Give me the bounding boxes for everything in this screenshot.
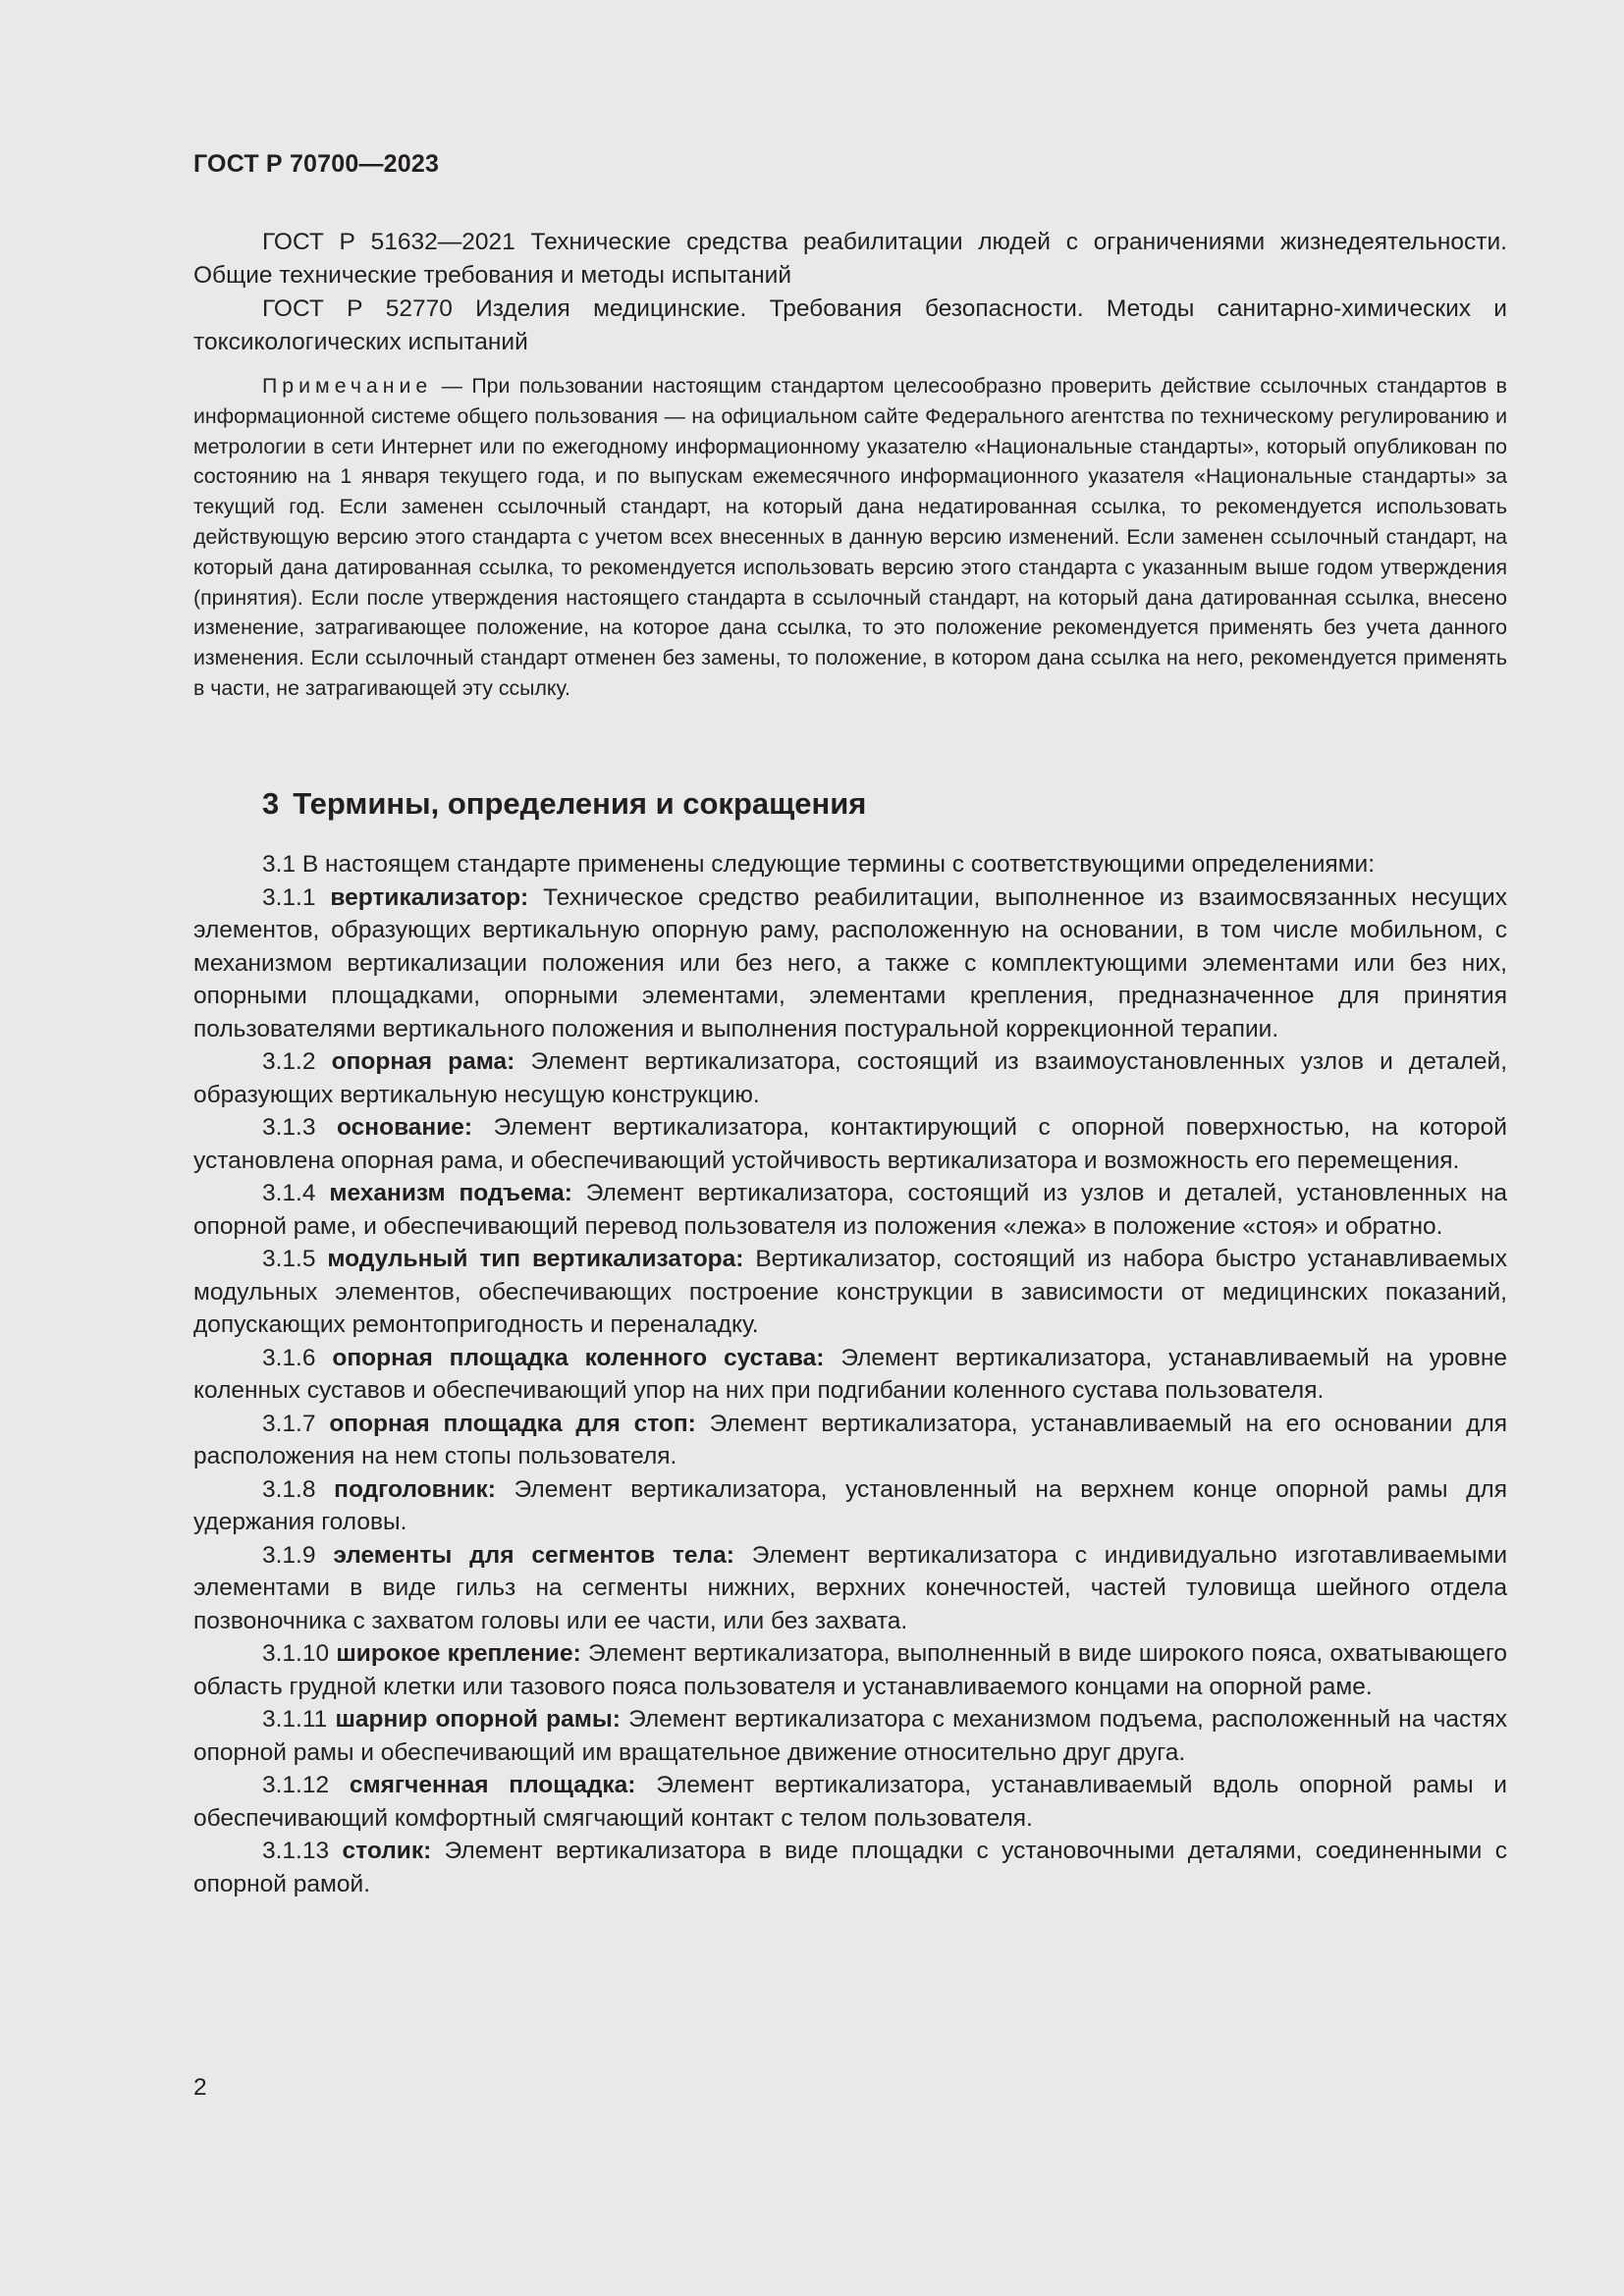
term-entry — [193, 881, 1507, 1046]
terms-intro: 3.1 В настоящем стандарте применены следующие термины с соответствующими определениями: — [262, 851, 1376, 878]
term-entry — [193, 1703, 1507, 1769]
term-number: 3.1.4 — [262, 1180, 316, 1206]
term-number: 3.1.10 — [262, 1640, 330, 1667]
term-entry — [193, 1408, 1507, 1473]
term-number: 3.1.5 — [262, 1246, 316, 1272]
term-entry — [193, 1473, 1507, 1539]
term-definition: Элемент вертикализатора, выполненный в виде широкого пояса, охватывающего область грудной клетки или тазового пояса пользователя и устанавливаемого концами на опорной раме. — [193, 1640, 1507, 1700]
term-name: столик: — [342, 1838, 432, 1864]
term-entry — [193, 1637, 1507, 1703]
term-name: смягченная площадка: — [349, 1772, 636, 1798]
term-number: 3.1.7 — [262, 1410, 316, 1437]
term-name: опорная рама: — [331, 1048, 515, 1075]
terms-list — [193, 848, 1507, 1900]
reference-item: ГОСТ Р 51632—2021 Технические средства реабилитации людей с ограничениями жизнедеятельности. Общие технические требования и методы испытаний — [193, 229, 1507, 289]
term-definition: Элемент вертикализатора, устанавливаемый вдоль опорной рамы и обеспечивающий комфортный смягчающий контакт с телом пользователя. — [193, 1772, 1507, 1832]
term-definition: Вертикализатор, состоящий из набора быстро устанавливаемых модульных элементов, обеспечивающих построение конструкции в зависимости от медицинских показаний, допускающих ремонтопригодность и переналадку. — [193, 1246, 1507, 1338]
term-entry — [193, 1177, 1507, 1243]
term-name: вертикализатор: — [330, 883, 529, 911]
term-name: механизм подъема: — [329, 1180, 572, 1206]
term-entry — [193, 1769, 1507, 1835]
term-definition: Элемент вертикализатора, установленный на верхнем конце опорной рамы для удержания головы. — [193, 1475, 1507, 1535]
term-name: модульный тип вертикализатора: — [327, 1246, 744, 1272]
term-definition: Элемент вертикализатора, состоящий из взаимоустановленных узлов и деталей, образующих вертикальную несущую конструкцию. — [193, 1048, 1508, 1108]
section-number: 3 — [262, 786, 280, 821]
term-definition: Элемент вертикализатора, контактирующий с опорной поверхностью, на которой установлена опорная рама, и обеспечивающий устойчивость вертикализатора и возможность его перемещения. — [193, 1114, 1507, 1174]
reference-item: ГОСТ Р 52770 Изделия медицинские. Требования безопасности. Методы санитарно-химических и токсикологических испытаний — [193, 295, 1507, 355]
term-definition: Элемент вертикализатора в виде площадки с установочными деталями, соединенными с опорной рамой. — [193, 1838, 1507, 1897]
term-entry — [193, 1539, 1507, 1638]
term-definition: Элемент вертикализатора с механизмом подъема, расположенный на частях опорной рамы и обеспечивающий им вращательное движение относительно друг друга. — [193, 1706, 1507, 1766]
references-note — [193, 371, 1507, 704]
term-number: 3.1.1 — [262, 883, 316, 911]
term-name: шарнир опорной рамы: — [335, 1706, 621, 1733]
term-number: 3.1.6 — [262, 1344, 316, 1371]
term-entry — [193, 1045, 1507, 1111]
term-entry — [193, 1111, 1507, 1177]
term-name: подголовник: — [334, 1475, 496, 1503]
term-definition: Элемент вертикализатора, устанавливаемый на его основании для расположения на нем стопы пользователя. — [193, 1410, 1508, 1469]
term-number: 3.1.13 — [262, 1838, 330, 1864]
normative-references — [193, 226, 1507, 359]
note-text: — При пользовании настоящим стандартом целесообразно проверить действие ссылочных стандартов в информационной системе общего пользования — на официальном сайте Федерального агентства по техническому регулированию и метрологии в сети Интернет или по ежегодному информационному указателю «Национальные стандарты», который опубликован по состоянию на 1 января текущего года, и по выпускам ежемесячного информационного указателя «Национальные стандарты» за текущий год. Если заменен ссылочный стандарт, на который дана недатированная ссылка, то рекомендуется использовать действующую версию этого стандарта с учетом всех внесенных в данную версию изменений. Если заменен ссылочный стандарт, на который дана датированная ссылка, то рекомендуется использовать версию этого стандарта с указанным выше годом утверждения (принятия). Если после утверждения настоящего стандарта в ссылочный стандарт, на который дана датированная ссылка, внесено изменение, затрагивающее положение, на которое дана ссылка, то это положение рекомендуется применять без учета данного изменения. Если ссылочный стандарт отменен без замены, то положение, в котором дана ссылка на него, рекомендуется применять в части, не затрагивающей эту ссылку. — [193, 374, 1507, 700]
term-entry — [193, 1342, 1507, 1408]
term-name: опорная площадка коленного сустава: — [332, 1344, 825, 1371]
note-paragraph — [193, 371, 1507, 704]
term-definition: Техническое средство реабилитации, выполненное из взаимосвязанных несущих элементов, образующих вертикальную опорную раму, расположенную на основании, в том числе мобильном, с механизмом вертикализации положения или без него, а также с комплектующими элементами или без них, опорными площадками, опорными элементами, элементами крепления, предназначенное для принятия пользователями вертикального положения и выполнения постуральной коррекционной терапии. — [193, 883, 1507, 1042]
term-entry — [193, 1835, 1507, 1900]
term-name: элементы для сегментов тела: — [333, 1541, 734, 1569]
term-name: основание: — [337, 1114, 473, 1141]
term-number: 3.1.8 — [262, 1475, 316, 1503]
term-number: 3.1.2 — [262, 1048, 316, 1075]
term-number: 3.1.11 — [262, 1706, 328, 1733]
term-entry — [193, 1243, 1507, 1342]
term-number: 3.1.9 — [262, 1541, 316, 1569]
term-definition: Элемент вертикализатора, устанавливаемый на уровне коленных суставов и обеспечивающий упор на них при подгибании коленного сустава пользователя. — [193, 1344, 1507, 1404]
page-number: 2 — [193, 2074, 207, 2101]
term-definition: Элемент вертикализатора с индивидуально изготавливаемыми элементами в виде гильз на сегменты нижних, верхних конечностей, частей туловища шейного отдела позвоночника с захватом головы или ее части, или без захвата. — [193, 1541, 1508, 1634]
term-name: широкое крепление: — [336, 1640, 581, 1667]
note-label: Примечание — [262, 374, 433, 398]
term-name: опорная площадка для стоп: — [329, 1410, 696, 1437]
document-header-title: ГОСТ Р 70700—2023 — [193, 150, 440, 178]
term-definition: Элемент вертикализатора, состоящий из узлов и деталей, установленных на опорной раме, и обеспечивающий перевод пользователя из положения «лежа» в положение «стоя» и обратно. — [193, 1180, 1507, 1240]
section-heading — [262, 786, 866, 822]
section-title: Термины, определения и сокращения — [293, 786, 867, 821]
term-number: 3.1.12 — [262, 1772, 330, 1798]
term-number: 3.1.3 — [262, 1114, 316, 1141]
